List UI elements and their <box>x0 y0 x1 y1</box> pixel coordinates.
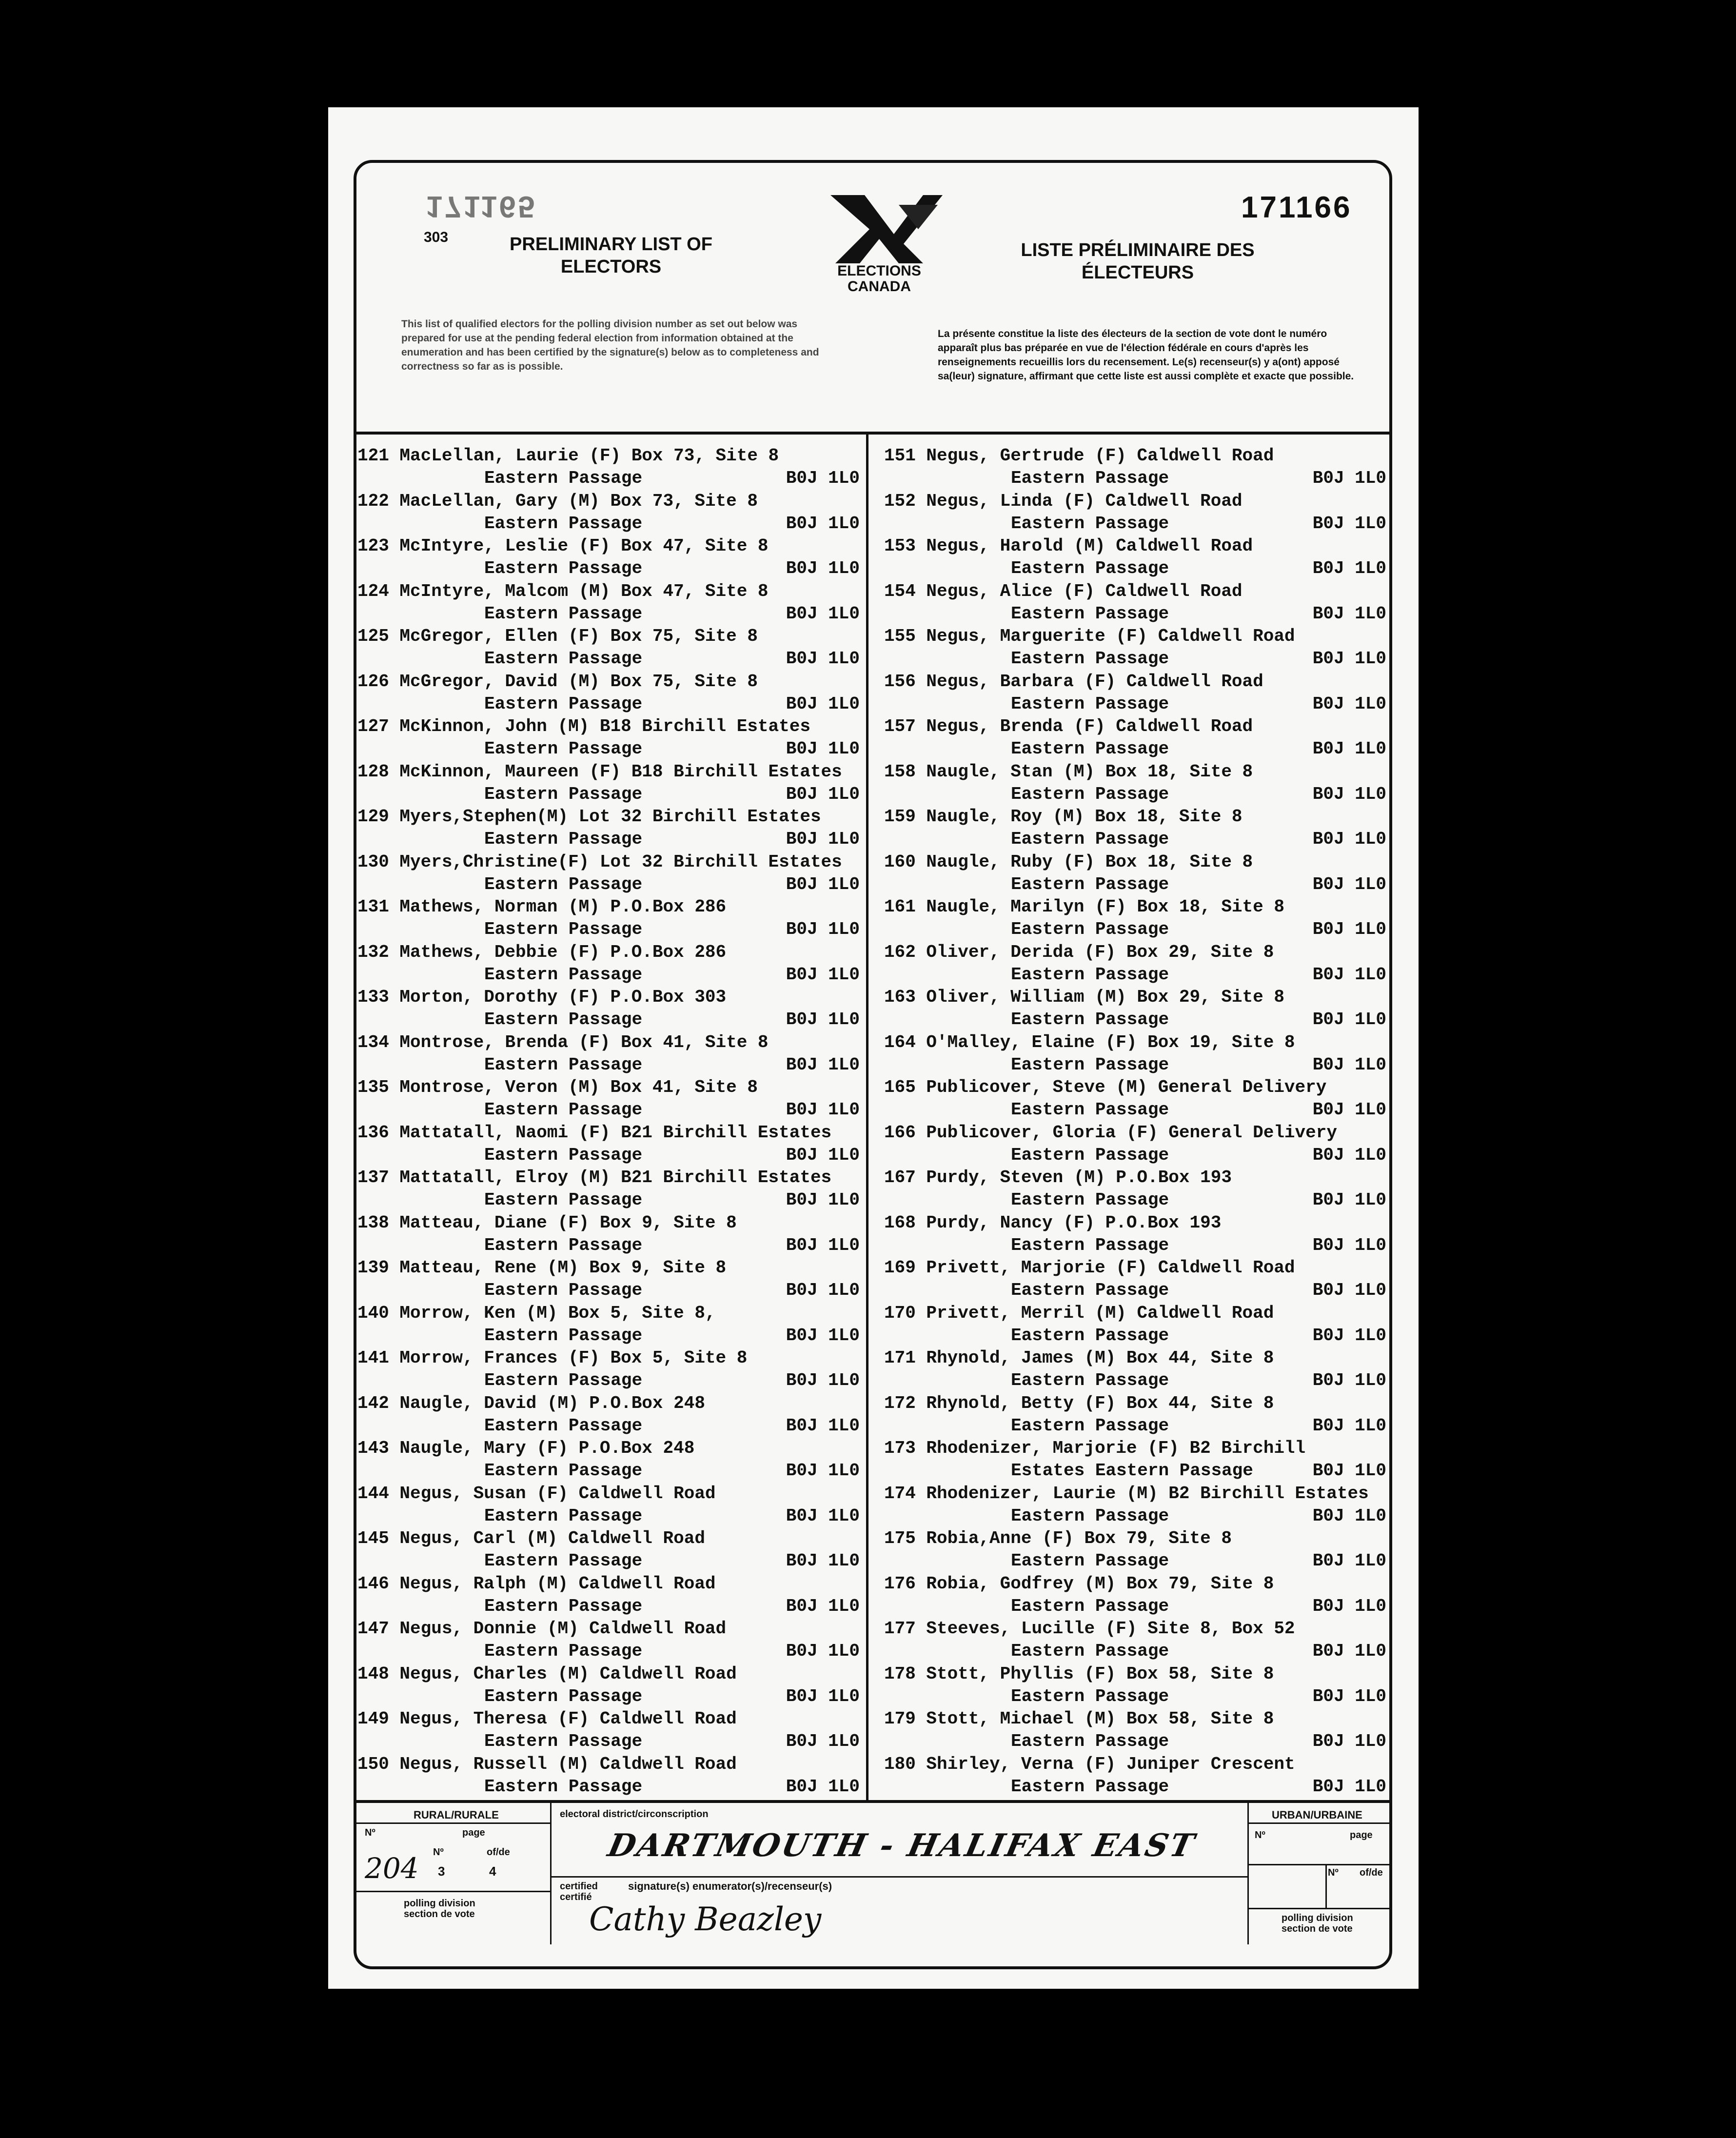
elector-name-address: 177 Steeves, Lucille (F) Site 8, Box 52 <box>884 1619 1295 1639</box>
elector-entry <box>357 1212 865 1257</box>
elector-entry <box>884 1573 1391 1618</box>
elector-locality: Eastern Passage <box>1011 739 1169 759</box>
elector-name-address: 137 Mattatall, Elroy (M) B21 Birchill Estates <box>357 1168 832 1188</box>
elector-entry <box>884 986 1391 1031</box>
polling-number: 204 <box>365 1852 419 1885</box>
elector-name-address: 162 Oliver, Derida (F) Box 29, Site 8 <box>884 942 1274 962</box>
elector-locality: Eastern Passage <box>1011 1370 1169 1390</box>
elector-entry <box>884 1437 1391 1482</box>
elector-entry <box>357 1392 865 1437</box>
elector-locality: Eastern Passage <box>1011 1100 1169 1120</box>
elector-locality: Eastern Passage <box>484 468 643 488</box>
elector-postal-code: B0J 1L0 <box>1312 739 1386 759</box>
elector-locality: Eastern Passage <box>1011 964 1169 985</box>
form-number: 303 <box>424 229 449 245</box>
urban-label: URBAN/URBAINE <box>1272 1809 1362 1821</box>
elector-postal-code: B0J 1L0 <box>786 1415 860 1436</box>
elector-locality: Eastern Passage <box>1011 1776 1169 1797</box>
footer-polling-line <box>355 1891 550 1892</box>
urban-polling-division-label: polling division section de vote <box>1282 1913 1353 1934</box>
elector-name-address: 174 Rhodenizer, Laurie (M) B2 Birchill Estates <box>884 1483 1369 1504</box>
elector-name-address: 147 Negus, Donnie (M) Caldwell Road <box>357 1619 727 1639</box>
elector-locality: Eastern Passage <box>484 603 643 624</box>
elector-locality: Eastern Passage <box>484 1505 643 1526</box>
elector-locality: Eastern Passage <box>1011 513 1169 534</box>
column-divider <box>866 435 868 1800</box>
elector-name-address: 123 McIntyre, Leslie (F) Box 47, Site 8 <box>357 536 769 556</box>
elector-locality: Eastern Passage <box>1011 1415 1169 1436</box>
header-divider <box>355 432 1391 435</box>
footer-district-line <box>550 1876 1247 1878</box>
elector-locality: Eastern Passage <box>484 1461 643 1481</box>
elector-entry <box>884 715 1391 760</box>
elector-entry <box>357 580 865 625</box>
elector-postal-code: B0J 1L0 <box>786 1551 860 1571</box>
intro-english: This list of qualified electors for the polling division number as set out below was prepared for use at the pending federal election from information obtained at the enumeration and has been certified by the signature(s) below as to completeness and correctness so far as is possible. <box>401 318 819 372</box>
elector-name-address: 164 O'Malley, Elaine (F) Box 19, Site 8 <box>884 1032 1295 1052</box>
serial-number: 171166 <box>1241 191 1352 224</box>
elector-locality: Eastern Passage <box>1011 1731 1169 1751</box>
elector-postal-code: B0J 1L0 <box>786 1505 860 1526</box>
certified-label: certified certifié <box>560 1881 598 1902</box>
rural-no-label: Nº <box>365 1827 375 1838</box>
elector-postal-code: B0J 1L0 <box>786 874 860 894</box>
elector-entry <box>884 1167 1391 1211</box>
elector-name-address: 133 Morton, Dorothy (F) P.O.Box 303 <box>357 987 727 1007</box>
elector-name-address: 156 Negus, Barbara (F) Caldwell Road <box>884 671 1263 692</box>
urban-polling-line <box>1247 1908 1391 1909</box>
elector-name-address: 151 Negus, Gertrude (F) Caldwell Road <box>884 446 1274 466</box>
elector-name-address: 122 MacLellan, Gary (M) Box 73, Site 8 <box>357 491 758 511</box>
elector-entry <box>357 806 865 851</box>
elector-postal-code: B0J 1L0 <box>1312 1325 1386 1346</box>
elector-postal-code: B0J 1L0 <box>786 829 860 849</box>
elector-name-address: 150 Negus, Russell (M) Caldwell Road <box>357 1754 737 1774</box>
elector-name-address: 128 McKinnon, Maureen (F) B18 Birchill Estates <box>357 761 842 782</box>
rural-page-label: page <box>462 1827 485 1838</box>
elector-postal-code: B0J 1L0 <box>786 784 860 804</box>
elector-postal-code: B0J 1L0 <box>1312 1641 1386 1661</box>
elector-entry <box>884 1663 1391 1708</box>
elector-entry <box>357 1122 865 1167</box>
elector-entry <box>884 1212 1391 1257</box>
elector-locality: Eastern Passage <box>1011 829 1169 849</box>
elector-locality: Eastern Passage <box>1011 468 1169 488</box>
elector-entry <box>357 1753 865 1798</box>
elector-postal-code: B0J 1L0 <box>1312 1370 1386 1390</box>
elector-locality: Eastern Passage <box>1011 693 1169 714</box>
title-french: LISTE PRÉLIMINAIRE DES ÉLECTEURS <box>1021 240 1255 283</box>
footer-urban-underline <box>1247 1822 1391 1824</box>
elector-entry <box>884 1527 1391 1572</box>
elector-postal-code: B0J 1L0 <box>786 1325 860 1346</box>
signature-label: signature(s) enumerator(s)/recenseur(s) <box>628 1880 832 1892</box>
elector-name-address: 154 Negus, Alice (F) Caldwell Road <box>884 581 1243 601</box>
elector-name-address: 132 Mathews, Debbie (F) P.O.Box 286 <box>357 942 727 962</box>
elector-postal-code: B0J 1L0 <box>1312 603 1386 624</box>
rural-number-label: Nº <box>433 1847 444 1858</box>
elector-name-address: 141 Morrow, Frances (F) Box 5, Site 8 <box>357 1348 748 1368</box>
elector-name-address: 173 Rhodenizer, Marjorie (F) B2 Birchill <box>884 1438 1306 1458</box>
elector-locality: Eastern Passage <box>484 1686 643 1706</box>
elector-entry <box>357 671 865 715</box>
elector-entry <box>357 535 865 580</box>
elector-name-address: 171 Rhynold, James (M) Box 44, Site 8 <box>884 1348 1274 1368</box>
elector-entry <box>884 1618 1391 1663</box>
urban-page-label: page <box>1350 1830 1373 1841</box>
elector-name-address: 131 Mathews, Norman (M) P.O.Box 286 <box>357 897 727 917</box>
elector-name-address: 163 Oliver, William (M) Box 29, Site 8 <box>884 987 1284 1007</box>
elector-entry <box>884 535 1391 580</box>
elector-entry <box>357 1347 865 1392</box>
elector-locality: Eastern Passage <box>1011 1280 1169 1300</box>
elector-name-address: 140 Morrow, Ken (M) Box 5, Site 8, <box>357 1303 716 1323</box>
elector-name-address: 159 Naugle, Roy (M) Box 18, Site 8 <box>884 807 1243 827</box>
elector-entry <box>884 806 1391 851</box>
elector-locality: Eastern Passage <box>1011 1010 1169 1029</box>
elector-name-address: 126 McGregor, David (M) Box 75, Site 8 <box>357 671 758 692</box>
elector-postal-code: B0J 1L0 <box>1312 829 1386 849</box>
urban-number-label: Nº <box>1328 1867 1339 1878</box>
serial-number-mirror: 171165 <box>426 190 537 223</box>
elector-name-address: 160 Naugle, Ruby (F) Box 18, Site 8 <box>884 851 1253 872</box>
elector-locality: Eastern Passage <box>484 1596 643 1616</box>
elector-postal-code: B0J 1L0 <box>1312 1731 1386 1751</box>
elector-postal-code: B0J 1L0 <box>1312 1054 1386 1075</box>
elector-postal-code: B0J 1L0 <box>1312 919 1386 939</box>
elector-postal-code: B0J 1L0 <box>1312 1145 1386 1165</box>
elector-postal-code: B0J 1L0 <box>786 649 860 669</box>
elector-entry <box>357 1302 865 1347</box>
elector-locality: Eastern Passage <box>1011 1325 1169 1346</box>
elector-locality: Eastern Passage <box>484 829 643 849</box>
elector-entry <box>884 1347 1391 1392</box>
elector-name-address: 167 Purdy, Steven (M) P.O.Box 193 <box>884 1168 1232 1188</box>
elector-entry <box>357 1663 865 1708</box>
elector-locality: Eastern Passage <box>484 1731 643 1751</box>
elector-locality: Eastern Passage <box>484 919 643 939</box>
elector-locality: Eastern Passage <box>484 1235 643 1255</box>
rural-label: RURAL/RURALE <box>414 1809 499 1821</box>
elector-postal-code: B0J 1L0 <box>1312 558 1386 578</box>
elector-entry <box>357 1076 865 1121</box>
elector-name-address: 139 Matteau, Rene (M) Box 9, Site 8 <box>357 1258 727 1278</box>
elector-name-address: 180 Shirley, Verna (F) Juniper Crescent <box>884 1754 1295 1774</box>
elector-postal-code: B0J 1L0 <box>786 1235 860 1255</box>
elector-postal-code: B0J 1L0 <box>1312 1100 1386 1120</box>
elector-postal-code: B0J 1L0 <box>1312 1686 1386 1706</box>
elector-entry <box>357 986 865 1031</box>
elector-name-address: 149 Negus, Theresa (F) Caldwell Road <box>357 1709 737 1729</box>
footer-block <box>355 1803 1391 1949</box>
elector-locality: Eastern Passage <box>484 739 643 759</box>
elector-postal-code: B0J 1L0 <box>786 1190 860 1210</box>
elector-locality: Eastern Passage <box>484 1415 643 1436</box>
elector-name-address: 172 Rhynold, Betty (F) Box 44, Site 8 <box>884 1393 1274 1413</box>
elector-postal-code: B0J 1L0 <box>786 1100 860 1120</box>
elector-entry <box>357 851 865 896</box>
elector-postal-code: B0J 1L0 <box>1312 1505 1386 1526</box>
elector-locality: Eastern Passage <box>484 1190 643 1210</box>
elector-locality: Estates Eastern Passage <box>1011 1461 1253 1481</box>
elector-entry <box>357 941 865 986</box>
elector-locality: Eastern Passage <box>484 513 643 534</box>
district-label: electoral district/circonscription <box>560 1809 709 1820</box>
elector-locality: Eastern Passage <box>1011 1596 1169 1616</box>
elector-entry <box>357 1257 865 1302</box>
elector-entry <box>884 625 1391 670</box>
elector-postal-code: B0J 1L0 <box>1312 1415 1386 1436</box>
urban-no-label: Nº <box>1255 1830 1265 1841</box>
elector-postal-code: B0J 1L0 <box>1312 1190 1386 1210</box>
elector-name-address: 136 Mattatall, Naomi (F) B21 Birchill Estates <box>357 1122 832 1143</box>
elector-entry <box>357 1618 865 1663</box>
elector-locality: Eastern Passage <box>484 1100 643 1120</box>
elector-name-address: 138 Matteau, Diane (F) Box 9, Site 8 <box>357 1212 737 1233</box>
elector-postal-code: B0J 1L0 <box>1312 1551 1386 1571</box>
elector-name-address: 135 Montrose, Veron (M) Box 41, Site 8 <box>357 1077 758 1097</box>
elector-entry <box>884 1257 1391 1302</box>
elector-name-address: 175 Robia,Anne (F) Box 79, Site 8 <box>884 1528 1232 1548</box>
urban-of-label: of/de <box>1360 1867 1383 1878</box>
elector-name-address: 148 Negus, Charles (M) Caldwell Road <box>357 1663 737 1684</box>
urban-split-line <box>1325 1864 1327 1908</box>
elector-locality: Eastern Passage <box>484 693 643 714</box>
elector-entry <box>357 896 865 941</box>
elector-locality: Eastern Passage <box>484 1280 643 1300</box>
elector-name-address: 143 Naugle, Mary (F) P.O.Box 248 <box>357 1438 695 1458</box>
elector-locality: Eastern Passage <box>1011 1235 1169 1255</box>
elector-name-address: 146 Negus, Ralph (M) Caldwell Road <box>357 1573 716 1594</box>
electors-list-sheet <box>328 107 1419 1989</box>
elector-name-address: 134 Montrose, Brenda (F) Box 41, Site 8 <box>357 1032 769 1052</box>
elector-locality: Eastern Passage <box>484 1010 643 1029</box>
signature-handwritten: Cathy Beazley <box>589 1900 822 1938</box>
elector-entry <box>357 1031 865 1076</box>
elector-name-address: 153 Negus, Harold (M) Caldwell Road <box>884 536 1253 556</box>
elector-entry <box>884 1122 1391 1167</box>
elector-name-address: 144 Negus, Susan (F) Caldwell Road <box>357 1483 716 1504</box>
elector-postal-code: B0J 1L0 <box>1312 964 1386 985</box>
elector-name-address: 178 Stott, Phyllis (F) Box 58, Site 8 <box>884 1663 1274 1684</box>
elector-entry <box>884 580 1391 625</box>
district-handwritten: DARTMOUTH - HALIFAX EAST <box>605 1827 1200 1864</box>
elector-locality: Eastern Passage <box>484 1641 643 1661</box>
elector-entry <box>357 1527 865 1572</box>
elector-postal-code: B0J 1L0 <box>1312 649 1386 669</box>
elector-postal-code: B0J 1L0 <box>1312 1010 1386 1029</box>
elector-locality: Eastern Passage <box>1011 603 1169 624</box>
elector-name-address: 121 MacLellan, Laurie (F) Box 73, Site 8 <box>357 446 779 466</box>
footer-rural-underline <box>355 1822 550 1824</box>
elector-entry <box>357 445 865 490</box>
elector-locality: Eastern Passage <box>1011 649 1169 669</box>
elector-entry <box>357 625 865 670</box>
elector-name-address: 158 Naugle, Stan (M) Box 18, Site 8 <box>884 761 1253 782</box>
urban-page-line <box>1247 1864 1391 1865</box>
logo-text: ELECTIONS CANADA <box>837 263 921 295</box>
elector-name-address: 157 Negus, Brenda (F) Caldwell Road <box>884 716 1253 736</box>
elector-postal-code: B0J 1L0 <box>786 1731 860 1751</box>
elector-entry <box>884 490 1391 535</box>
elector-locality: Eastern Passage <box>1011 558 1169 578</box>
elector-name-address: 127 McKinnon, John (M) B18 Birchill Estates <box>357 716 810 736</box>
elector-entry <box>884 1392 1391 1437</box>
elector-postal-code: B0J 1L0 <box>786 1370 860 1390</box>
elector-locality: Eastern Passage <box>484 964 643 985</box>
page-total: 4 <box>489 1864 496 1879</box>
elector-entry <box>357 1437 865 1482</box>
elector-postal-code: B0J 1L0 <box>786 1145 860 1165</box>
elector-postal-code: B0J 1L0 <box>1312 784 1386 804</box>
elector-entry <box>884 851 1391 896</box>
elector-name-address: 125 McGregor, Ellen (F) Box 75, Site 8 <box>357 626 758 646</box>
elector-locality: Eastern Passage <box>484 558 643 578</box>
elector-name-address: 152 Negus, Linda (F) Caldwell Road <box>884 491 1243 511</box>
intro-french: La présente constitue la liste des électeurs de la section de vote dont le numéro apparaît plus bas préparée en vue de l'élection fédérale en cours d'après les renseignements recueillis lors du recensement. Le(s) recenseur(s) y a(ont) apposé sa(leur) signature, affirmant que cette liste est aussi complète et exacte que possible. <box>938 328 1354 382</box>
elector-locality: Eastern Passage <box>484 649 643 669</box>
elector-entry <box>357 1573 865 1618</box>
elector-postal-code: B0J 1L0 <box>786 1280 860 1300</box>
elector-locality: Eastern Passage <box>1011 919 1169 939</box>
elector-locality: Eastern Passage <box>1011 874 1169 894</box>
elector-name-address: 142 Naugle, David (M) P.O.Box 248 <box>357 1393 705 1413</box>
elector-postal-code: B0J 1L0 <box>786 1461 860 1481</box>
elector-name-address: 145 Negus, Carl (M) Caldwell Road <box>357 1528 705 1548</box>
elector-entry <box>357 1483 865 1527</box>
elector-locality: Eastern Passage <box>484 1551 643 1571</box>
elector-name-address: 155 Negus, Marguerite (F) Caldwell Road <box>884 626 1295 646</box>
title-english: PRELIMINARY LIST OF ELECTORS <box>510 234 712 277</box>
elector-postal-code: B0J 1L0 <box>786 919 860 939</box>
elector-name-address: 169 Privett, Marjorie (F) Caldwell Road <box>884 1258 1295 1278</box>
elector-locality: Eastern Passage <box>1011 1054 1169 1075</box>
footer-vertical-left <box>550 1803 552 1944</box>
elector-name-address: 166 Publicover, Gloria (F) General Delivery <box>884 1122 1337 1143</box>
elector-postal-code: B0J 1L0 <box>1312 1596 1386 1616</box>
elector-postal-code: B0J 1L0 <box>786 468 860 488</box>
elector-entry <box>884 896 1391 941</box>
elector-name-address: 124 McIntyre, Malcom (M) Box 47, Site 8 <box>357 581 769 601</box>
elector-name-address: 176 Robia, Godfrey (M) Box 79, Site 8 <box>884 1573 1274 1594</box>
elector-entry <box>357 715 865 760</box>
elector-entry <box>884 1753 1391 1798</box>
elector-entry <box>884 1708 1391 1753</box>
elector-locality: Eastern Passage <box>1011 784 1169 804</box>
elector-postal-code: B0J 1L0 <box>1312 693 1386 714</box>
elector-entry <box>357 761 865 806</box>
elector-locality: Eastern Passage <box>484 1145 643 1165</box>
elector-entry <box>884 941 1391 986</box>
elector-postal-code: B0J 1L0 <box>786 739 860 759</box>
elector-entry <box>357 490 865 535</box>
elector-locality: Eastern Passage <box>484 874 643 894</box>
elector-locality: Eastern Passage <box>1011 1190 1169 1210</box>
elector-locality: Eastern Passage <box>484 1776 643 1797</box>
elector-entry <box>884 1483 1391 1527</box>
elector-locality: Eastern Passage <box>1011 1686 1169 1706</box>
elector-name-address: 165 Publicover, Steve (M) General Delivery <box>884 1077 1327 1097</box>
elector-name-address: 170 Privett, Merril (M) Caldwell Road <box>884 1303 1274 1323</box>
polling-division-label: polling division section de vote <box>404 1898 475 1920</box>
elector-postal-code: B0J 1L0 <box>786 603 860 624</box>
elections-canada-logo <box>821 190 947 297</box>
elector-postal-code: B0J 1L0 <box>786 1686 860 1706</box>
elector-postal-code: B0J 1L0 <box>786 1054 860 1075</box>
elector-locality: Eastern Passage <box>484 784 643 804</box>
elector-locality: Eastern Passage <box>1011 1641 1169 1661</box>
elector-locality: Eastern Passage <box>484 1054 643 1075</box>
elector-name-address: 130 Myers,Christine(F) Lot 32 Birchill Estates <box>357 851 842 872</box>
elector-entry <box>884 1076 1391 1121</box>
elector-postal-code: B0J 1L0 <box>786 1641 860 1661</box>
elector-entry <box>357 1167 865 1211</box>
elector-entry <box>884 671 1391 715</box>
elector-postal-code: B0J 1L0 <box>786 513 860 534</box>
elector-entry <box>884 1031 1391 1076</box>
elector-postal-code: B0J 1L0 <box>786 1010 860 1029</box>
elector-postal-code: B0J 1L0 <box>1312 1280 1386 1300</box>
rural-of-label: of/de <box>487 1847 510 1858</box>
elector-entry <box>884 761 1391 806</box>
elector-postal-code: B0J 1L0 <box>1312 1461 1386 1481</box>
elector-postal-code: B0J 1L0 <box>786 964 860 985</box>
elector-postal-code: B0J 1L0 <box>786 693 860 714</box>
elector-locality: Eastern Passage <box>1011 1145 1169 1165</box>
elector-locality: Eastern Passage <box>484 1325 643 1346</box>
elector-entry <box>357 1708 865 1753</box>
page-number: 3 <box>438 1864 445 1879</box>
elector-postal-code: B0J 1L0 <box>1312 468 1386 488</box>
elector-name-address: 129 Myers,Stephen(M) Lot 32 Birchill Estates <box>357 807 821 827</box>
elector-postal-code: B0J 1L0 <box>786 1776 860 1797</box>
elector-name-address: 168 Purdy, Nancy (F) P.O.Box 193 <box>884 1212 1222 1233</box>
elector-locality: Eastern Passage <box>1011 1505 1169 1526</box>
elector-locality: Eastern Passage <box>484 1370 643 1390</box>
elector-entry <box>884 445 1391 490</box>
elector-postal-code: B0J 1L0 <box>786 1596 860 1616</box>
elector-postal-code: B0J 1L0 <box>1312 874 1386 894</box>
elector-entry <box>884 1302 1391 1347</box>
elector-postal-code: B0J 1L0 <box>786 558 860 578</box>
elector-name-address: 161 Naugle, Marilyn (F) Box 18, Site 8 <box>884 897 1284 917</box>
footer-vertical-right <box>1247 1803 1249 1944</box>
elector-postal-code: B0J 1L0 <box>1312 1235 1386 1255</box>
elector-postal-code: B0J 1L0 <box>1312 513 1386 534</box>
elector-locality: Eastern Passage <box>1011 1551 1169 1571</box>
elector-postal-code: B0J 1L0 <box>1312 1776 1386 1797</box>
elector-name-address: 179 Stott, Michael (M) Box 58, Site 8 <box>884 1709 1274 1729</box>
